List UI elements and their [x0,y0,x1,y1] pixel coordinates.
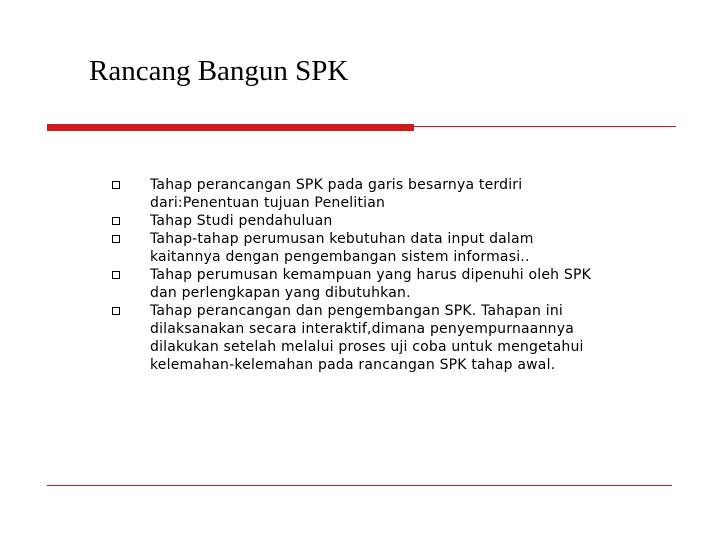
hollow-square-bullet-icon [112,217,120,225]
bullet-item [110,230,630,266]
bullet-item [110,212,630,230]
bullet-line: kaitannya dengan pengembangan sistem informasi.. [150,249,530,265]
bullet-line: dan perlengkapan yang dibutuhkan. [150,285,411,301]
slide-title: Rancang Bangun SPK [89,55,349,87]
bullet-line: kelemahan-kelemahan pada rancangan SPK tahap awal. [150,357,556,373]
bottom-rule [47,485,672,486]
bullet-line: Tahap perumusan kemampuan yang harus dipenuhi oleh SPK [150,267,592,283]
bullet-list [110,176,630,374]
bullet-item [110,176,630,212]
bullet-line: dari:Penentuan tujuan Penelitian [150,195,386,211]
hollow-square-bullet-icon [112,307,120,315]
bullet-line: Tahap-tahap perumusan kebutuhan data input dalam [150,231,534,247]
bullet-line: dilakukan setelah melalui proses uji coba untuk mengetahui [150,339,584,355]
hollow-square-bullet-icon [112,271,120,279]
bullet-item [110,302,630,374]
title-underline-thin [414,126,676,127]
bullet-line: dilaksanakan secara interaktif,dimana penyempurnaannya [150,321,574,337]
title-underline-thick [47,124,414,131]
bullet-line: Tahap Studi pendahuluan [150,213,333,229]
hollow-square-bullet-icon [112,181,120,189]
bullet-line: Tahap perancangan SPK pada garis besarnya terdiri [150,177,523,193]
bullet-item [110,266,630,302]
hollow-square-bullet-icon [112,235,120,243]
bullet-line: Tahap perancangan dan pengembangan SPK. Tahapan ini [150,303,563,319]
